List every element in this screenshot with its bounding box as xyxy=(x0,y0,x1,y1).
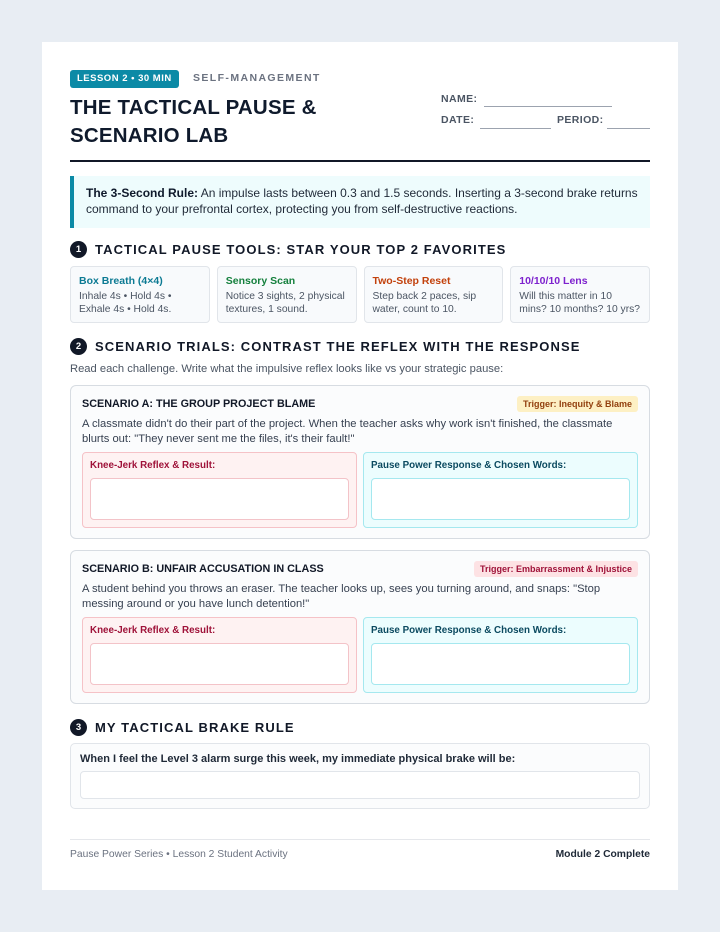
tool-card-10-10-10-lens[interactable] xyxy=(510,266,650,323)
section-number-badge: 1 xyxy=(70,241,87,258)
section-3-heading xyxy=(70,718,295,736)
period-field[interactable] xyxy=(607,128,650,129)
section-number-badge: 2 xyxy=(70,338,87,355)
worksheet-header xyxy=(70,70,650,162)
tool-card-two-step-reset[interactable] xyxy=(364,266,504,323)
pause-response-input[interactable] xyxy=(371,643,630,685)
unit-label: SELF-MANAGEMENT xyxy=(193,72,321,84)
callout-text: An impulse lasts between 0.3 and 1.5 seconds. Inserting a 3-second brake returns command to your prefrontal cortex, protecting you from self-destructive reactions. xyxy=(86,186,638,216)
tool-name: Two-Step Reset xyxy=(372,275,451,287)
section-1-heading xyxy=(70,240,506,258)
scenario-text: A classmate didn't do their part of the project. When the teacher asks why work isn't finished, the classmate blurts out: "They never sent me the files, it's their fault!" xyxy=(82,418,613,445)
tool-description: Inhale 4s • Hold 4s • Exhale 4s • Hold 4s. xyxy=(79,291,172,315)
period-label: PERIOD: xyxy=(557,114,604,126)
section-number-badge: 3 xyxy=(70,719,87,736)
scenario-text: A student behind you throws an eraser. The teacher looks up, sees you turning around, and snaps: "Stop messing around or you have lunch detention!" xyxy=(82,583,601,610)
section-title: TACTICAL PAUSE TOOLS: STAR YOUR TOP 2 FAVORITES xyxy=(95,241,507,257)
tool-description: Notice 3 sights, 2 physical textures, 1 sound. xyxy=(225,291,345,315)
tool-description: Step back 2 paces, sip water, count to 10. xyxy=(372,291,477,315)
lesson-badge: LESSON 2 • 30 MIN xyxy=(70,70,179,88)
tool-card-sensory-scan[interactable] xyxy=(217,266,357,323)
callout-lead: The 3-Second Rule: xyxy=(86,186,199,200)
knee-jerk-panel xyxy=(82,617,357,693)
knee-jerk-input[interactable] xyxy=(90,643,349,685)
footer-status: Module 2 Complete xyxy=(555,849,650,860)
scenario-title: SCENARIO B: UNFAIR ACCUSATION IN CLASS xyxy=(82,563,324,575)
section-title: MY TACTICAL BRAKE RULE xyxy=(95,719,295,735)
section-title: SCENARIO TRIALS: CONTRAST THE REFLEX WITH THE RESPONSE xyxy=(95,338,581,354)
date-label: DATE: xyxy=(441,114,475,126)
pause-response-label: Pause Power Response & Chosen Words: xyxy=(371,625,567,636)
three-second-rule-callout xyxy=(70,176,650,228)
brake-rule-card xyxy=(70,743,650,809)
tool-card-box-breath[interactable] xyxy=(70,266,210,323)
knee-jerk-input[interactable] xyxy=(90,478,349,520)
scenario-instructions: Read each challenge. Write what the impulsive reflex looks like vs your strategic pause: xyxy=(70,363,504,375)
name-label: NAME: xyxy=(441,93,478,105)
worksheet-content xyxy=(70,70,650,860)
tool-name: 10/10/10 Lens xyxy=(519,275,588,287)
tool-name: Box Breath (4×4) xyxy=(79,275,163,287)
section-2-heading xyxy=(70,337,581,355)
scenario-card-a xyxy=(70,385,650,539)
scenario-card-b xyxy=(70,550,650,704)
knee-jerk-label: Knee-Jerk Reflex & Result: xyxy=(90,460,216,471)
scenario-title: SCENARIO A: THE GROUP PROJECT BLAME xyxy=(82,398,316,410)
header-divider xyxy=(70,160,650,162)
trigger-badge: Trigger: Embarrassment & Injustice xyxy=(474,561,638,577)
name-field[interactable] xyxy=(484,106,612,107)
date-field[interactable] xyxy=(480,128,551,129)
pause-response-label: Pause Power Response & Chosen Words: xyxy=(371,460,567,471)
tactical-tools-list xyxy=(70,266,650,323)
tool-name: Sensory Scan xyxy=(225,275,296,287)
pause-response-panel xyxy=(363,617,638,693)
knee-jerk-label: Knee-Jerk Reflex & Result: xyxy=(90,625,216,636)
footer-series: Pause Power Series • Lesson 2 Student Activity xyxy=(70,849,288,860)
trigger-badge: Trigger: Inequity & Blame xyxy=(517,396,638,412)
page-title: THE TACTICAL PAUSE & SCENARIO LAB xyxy=(70,96,317,147)
footer-divider xyxy=(70,839,650,840)
brake-rule-input[interactable] xyxy=(80,771,640,799)
knee-jerk-panel xyxy=(82,452,357,528)
worksheet-page xyxy=(42,42,678,890)
pause-response-input[interactable] xyxy=(371,478,630,520)
brake-rule-prompt: When I feel the Level 3 alarm surge this week, my immediate physical brake will be: xyxy=(80,753,516,765)
pause-response-panel xyxy=(363,452,638,528)
tool-description: Will this matter in 10 mins? 10 months? 10 yrs? xyxy=(519,291,641,315)
